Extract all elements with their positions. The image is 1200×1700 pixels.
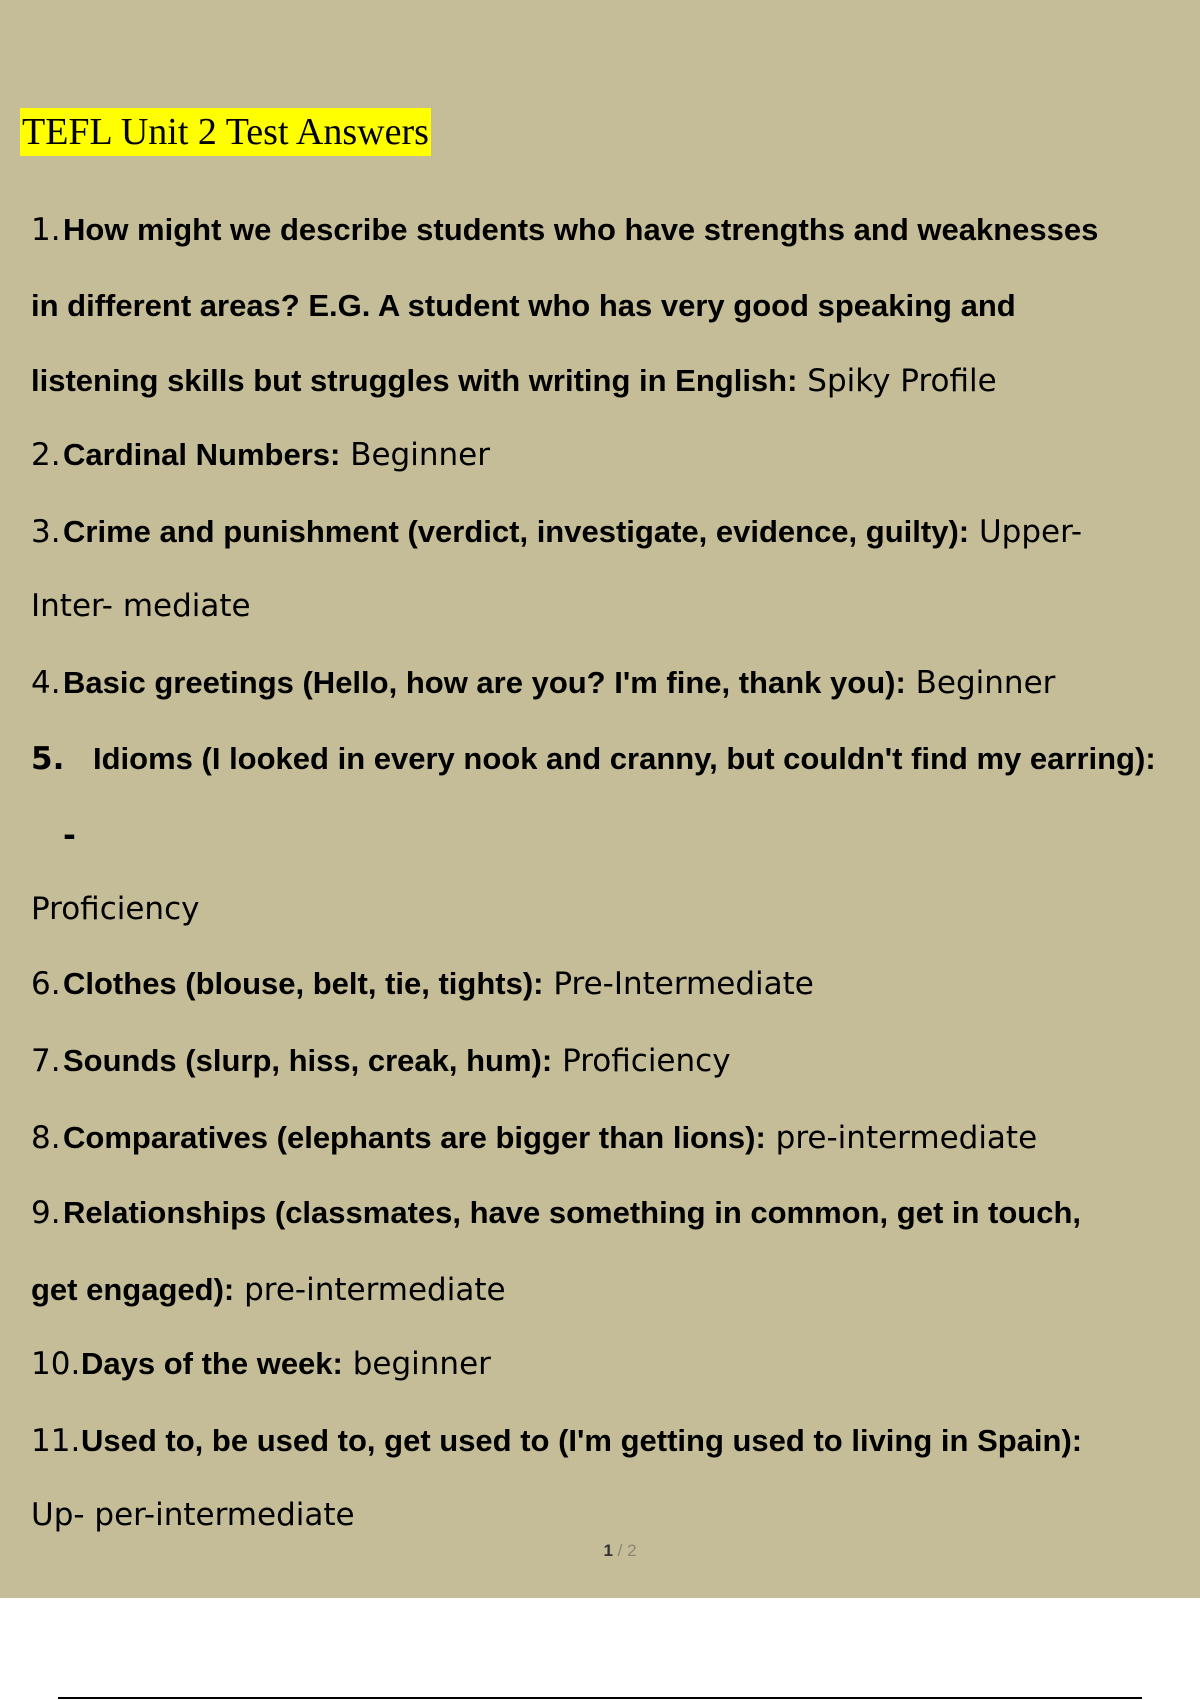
item-number: 9. — [31, 1195, 61, 1231]
list-item — [31, 1415, 1082, 1467]
dash-marker: - — [63, 818, 76, 854]
list-item — [31, 1035, 731, 1087]
question-text: How might we describe students who have strengths and weaknesses — [63, 212, 1099, 247]
question-text: Used to, be used to, get used to (I'm getting used to living in Spain): — [81, 1423, 1083, 1458]
answer-text: Proficiency — [31, 891, 200, 927]
item-number: 8. — [31, 1120, 61, 1156]
question-text: Days of the week: — [81, 1346, 343, 1381]
list-item — [31, 1264, 506, 1316]
list-item — [31, 883, 199, 935]
list-item — [31, 958, 814, 1010]
list-item — [31, 580, 251, 632]
document-title: TEFL Unit 2 Test Answers — [20, 108, 431, 156]
answer-text: Up- per-intermediate — [31, 1497, 355, 1533]
list-item — [31, 355, 997, 407]
list-item — [31, 1187, 1081, 1239]
list-item — [31, 1489, 355, 1541]
question-text: Cardinal Numbers: — [63, 437, 341, 472]
question-text: Idioms (I looked in every nook and cranny, but couldn't find my earring): — [93, 741, 1156, 776]
answer-text: pre-intermediate — [234, 1272, 506, 1308]
current-page: 1 — [603, 1541, 613, 1560]
answer-text: Proficiency — [552, 1043, 731, 1079]
question-text: Clothes (blouse, belt, tie, tights): — [63, 966, 544, 1001]
question-text: listening skills but struggles with writing in English: — [31, 363, 798, 398]
answer-text: pre-intermediate — [765, 1120, 1038, 1156]
question-text: Sounds (slurp, hiss, creak, hum): — [63, 1043, 553, 1078]
item-number: 1. — [31, 212, 61, 248]
question-text: Crime and punishment (verdict, investigate, evidence, guilty): — [63, 514, 970, 549]
item-number: 3. — [31, 514, 61, 550]
item-number: 4. — [31, 665, 61, 701]
question-text: Relationships (classmates, have something in common, get in touch, — [63, 1195, 1082, 1230]
list-item — [31, 657, 1055, 709]
question-text: get engaged): — [31, 1272, 235, 1307]
item-number: 5. — [31, 741, 65, 777]
answer-text: beginner — [342, 1346, 491, 1382]
list-item — [31, 204, 1098, 256]
page-indicator — [0, 1541, 1200, 1561]
answer-text: Upper- — [969, 514, 1083, 550]
answer-text: Inter- mediate — [31, 588, 251, 624]
question-text: Basic greetings (Hello, how are you? I'm fine, thank you): — [63, 665, 906, 700]
question-text: in different areas? E.G. A student who has very good speaking and — [31, 288, 1016, 323]
answer-text: Spiky Profile — [797, 363, 997, 399]
item-number: 10. — [31, 1346, 81, 1382]
answer-text: Beginner — [905, 665, 1056, 701]
list-item — [31, 1338, 491, 1390]
item-number: 6. — [31, 966, 61, 1002]
list-item — [31, 429, 490, 481]
question-text: Comparatives (elephants are bigger than lions): — [63, 1120, 766, 1155]
total-pages: / 2 — [617, 1541, 637, 1560]
list-item — [31, 506, 1082, 558]
list-item — [31, 733, 1156, 785]
list-item — [31, 280, 1016, 332]
item-number: 7. — [31, 1043, 61, 1079]
item-number: 2. — [31, 437, 61, 473]
divider — [58, 1697, 1142, 1699]
item-number: 11. — [31, 1423, 81, 1459]
answer-text: Beginner — [340, 437, 490, 473]
answer-text: Pre-Intermediate — [543, 966, 814, 1002]
list-item — [31, 1112, 1037, 1164]
